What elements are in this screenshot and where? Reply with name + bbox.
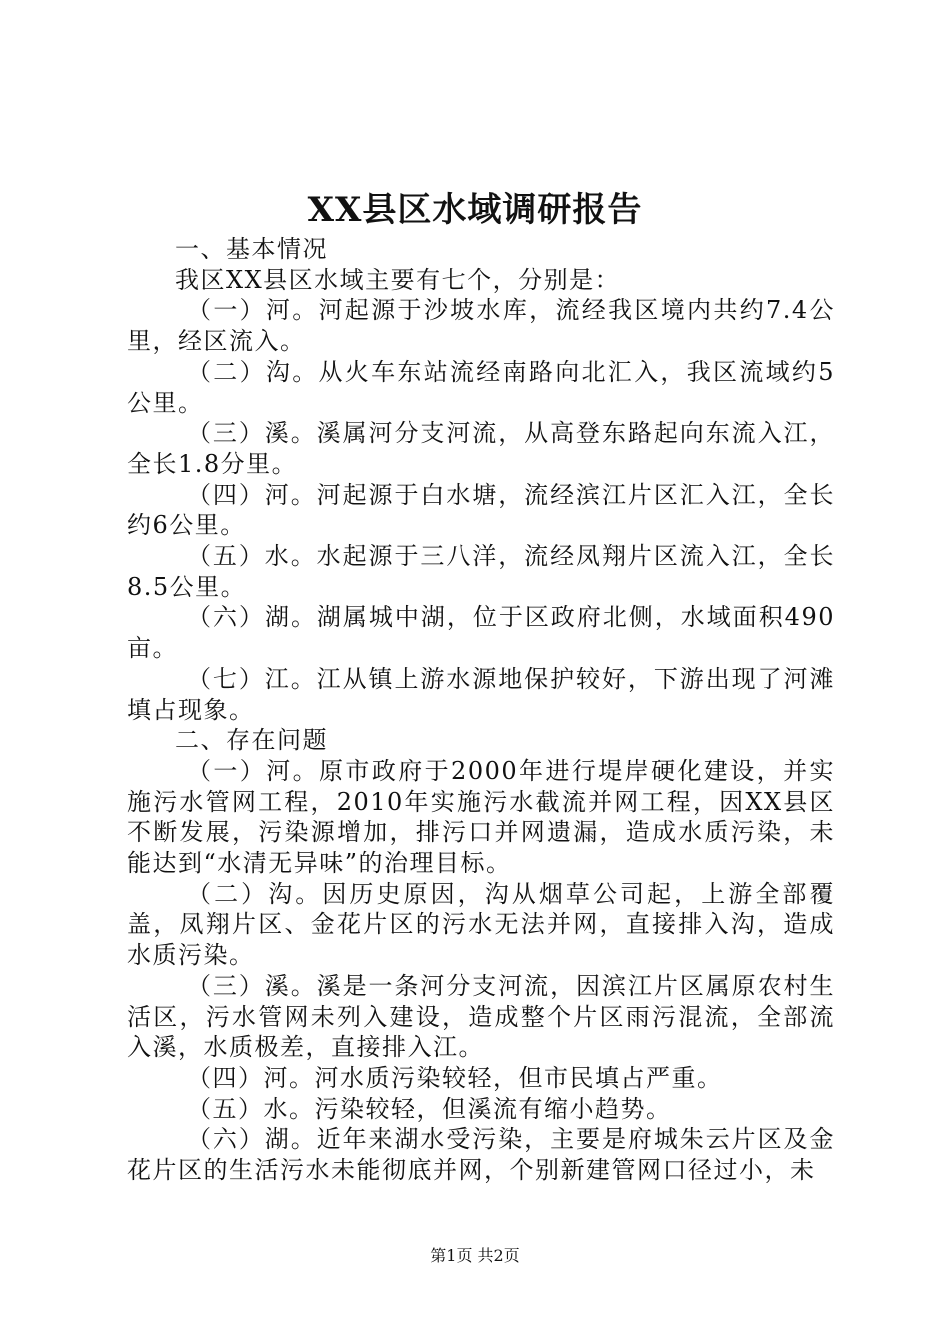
- list-item: （六）湖。湖属城中湖，位于区政府北侧，水域面积490亩。: [127, 603, 835, 663]
- page-title: XX县区水域调研报告: [307, 190, 643, 230]
- list-item: （四）河。河水质污染较轻，但市民填占严重。: [187, 1063, 723, 1092]
- list-item: （四）河。河起源于白水塘，流经滨江片区汇入江，全长约6公里。: [127, 480, 835, 540]
- section-heading: 二、存在问题: [175, 726, 328, 755]
- paragraph: 我区XX县区水域主要有七个，分别是：: [175, 265, 621, 294]
- list-item: （二）沟。因历史原因，沟从烟草公司起，上游全部覆盖，凤翔片区、金花片区的污水无法并网，直接排入沟，造成水质污染。: [127, 879, 835, 970]
- section-heading: 一、基本情况: [175, 235, 328, 263]
- page-number-footer: 第1页 共2页: [430, 1246, 520, 1265]
- list-item: （二）沟。从火车东站流经南路向北汇入，我区流域约5公里。: [127, 357, 835, 417]
- document-body: [127, 234, 835, 1186]
- list-item: （三）溪。溪是一条河分支河流，因滨江片区属原农村生活区，污水管网未列入建设，造成整个片区雨污混流，全部流入溪，水质极差，直接排入江。: [127, 971, 835, 1062]
- list-item: （五）水。污染较轻，但溪流有缩小趋势。: [187, 1094, 672, 1123]
- list-item: （六）湖。近年来湖水受污染，主要是府城朱云片区及金花片区的生活污水未能彻底并网，个别新建管网口径过小，未: [127, 1125, 835, 1185]
- list-item: （一）河。河起源于沙坡水库，流经我区境内共约7.4公里，经区流入。: [127, 296, 835, 356]
- list-item: （五）水。水起源于三八洋，流经凤翔片区流入江，全长8.5公里。: [127, 542, 835, 601]
- list-item: （三）溪。溪属河分支河流，从高登东路起向东流入江，全长1.8分里。: [127, 419, 835, 478]
- list-item: （一）河。原市政府于2000年进行堤岸硬化建设，并实施污水管网工程，2010年实施污水截流并网工程，因XX县区不断发展，污染源增加，排污口并网遗漏，造成水质污染，未能达到“水清无异味”的治理目标。: [127, 756, 835, 878]
- list-item: （七）江。江从镇上游水源地保护较好，下游出现了河滩填占现象。: [127, 664, 835, 724]
